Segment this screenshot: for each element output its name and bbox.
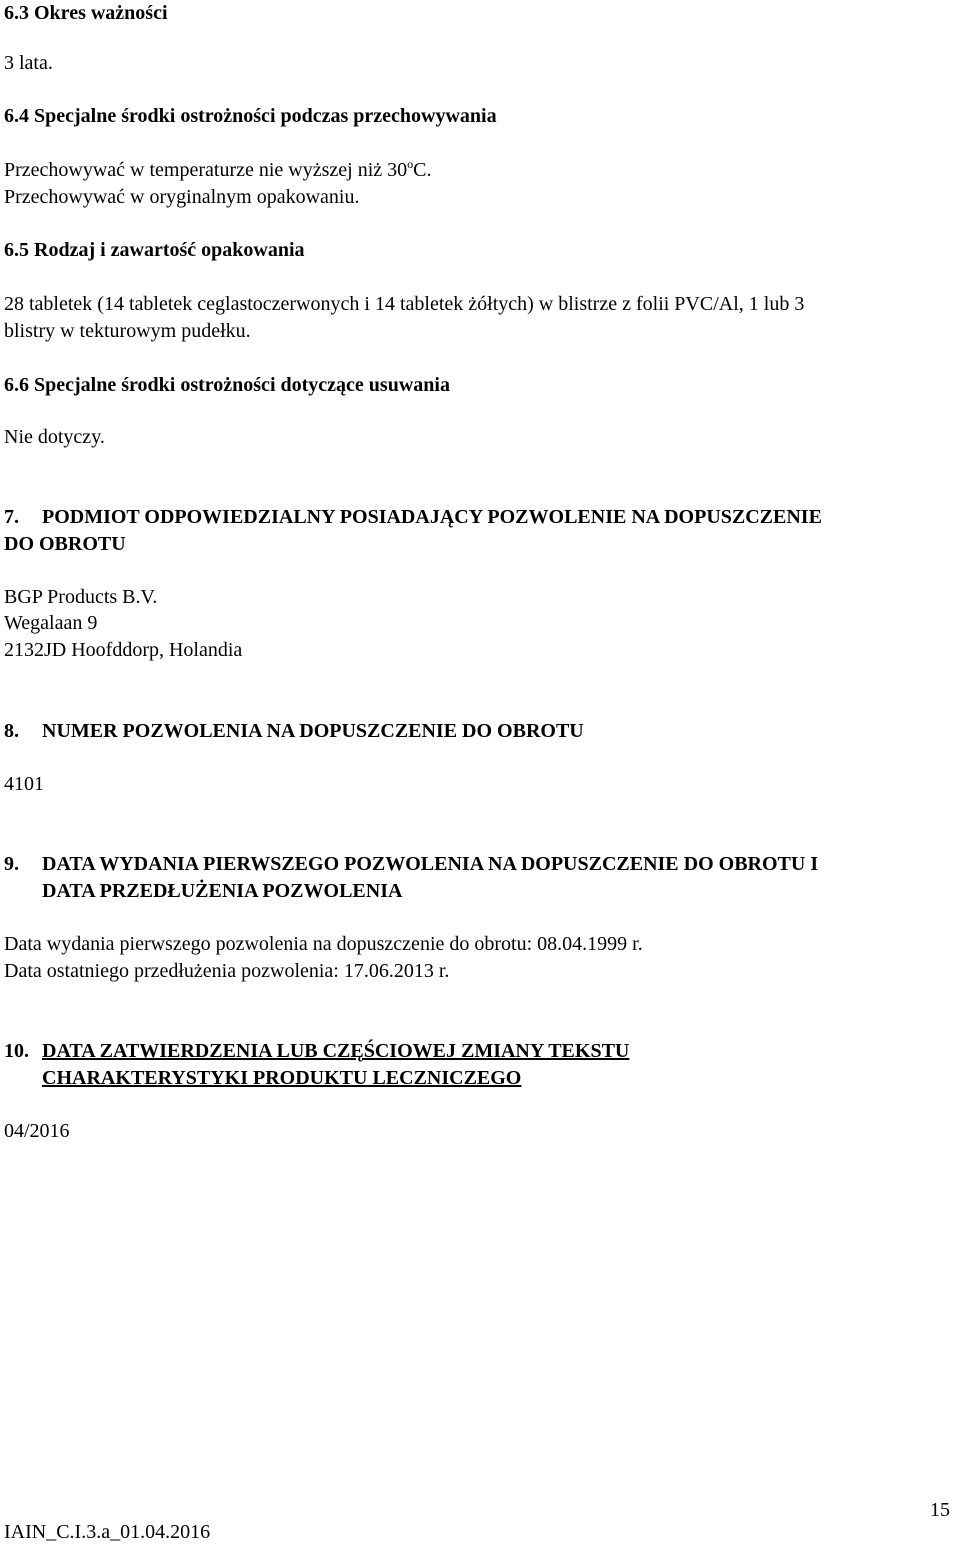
storage-temp-text: Przechowywać w temperaturze nie wyższej niż 30 (4, 159, 408, 181)
section-7-heading-line2: DO OBROTU (4, 533, 126, 555)
section-10-heading-line1: DATA ZATWIERDZENIA LUB CZĘŚCIOWEJ ZMIANY TEKSTU (42, 1040, 630, 1062)
section-8-heading: NUMER POZWOLENIA NA DOPUSZCZENIE DO OBROTU (42, 720, 584, 742)
authorisation-number: 4101 (4, 773, 44, 795)
degree-sup: o (407, 157, 414, 171)
section-9-heading-line1: DATA WYDANIA PIERWSZEGO POZWOLENIA NA DOPUSZCZENIE DO OBROTU I (42, 853, 819, 875)
first-authorisation-date: Data wydania pierwszego pozwolenia na dopuszczenie do obrotu: 08.04.1999 r. (4, 933, 643, 955)
section-9-number: 9. (4, 853, 19, 875)
section-6-6-heading: 6.6 Specjalne środki ostrożności dotyczące usuwania (4, 374, 450, 396)
section-7-number: 7. (4, 506, 19, 528)
section-6-3-heading: 6.3 Okres ważności (4, 2, 168, 24)
shelf-life-text: 3 lata. (4, 52, 53, 74)
package-contents-line2: blistry w tekturowym pudełku. (4, 320, 251, 342)
section-7-heading-line1: PODMIOT ODPOWIEDZIALNY POSIADAJĄCY POZWOLENIE NA DOPUSZCZENIE (42, 506, 822, 528)
revision-date: 04/2016 (4, 1120, 70, 1142)
page-number: 15 (930, 1499, 950, 1521)
package-contents-line1: 28 tabletek (14 tabletek ceglastoczerwonych i 14 tabletek żółtych) w blistrze z folii PVC/Al, 1 lub 3 (4, 293, 805, 315)
storage-temp-unit: C. (413, 159, 432, 181)
section-6-5-heading: 6.5 Rodzaj i zawartość opakowania (4, 239, 305, 261)
mah-street: Wegalaan 9 (4, 612, 98, 634)
document-code: IAIN_C.I.3.a_01.04.2016 (4, 1521, 211, 1543)
mah-city: 2132JD Hoofddorp, Holandia (4, 639, 243, 661)
mah-name: BGP Products B.V. (4, 586, 158, 608)
section-8-number: 8. (4, 720, 19, 742)
section-10-heading-line2: CHARAKTERYSTYKI PRODUKTU LECZNICZEGO (42, 1067, 522, 1089)
section-10-number: 10. (4, 1040, 29, 1062)
section-6-4-heading: 6.4 Specjalne środki ostrożności podczas przechowywania (4, 105, 497, 127)
renewal-date: Data ostatniego przedłużenia pozwolenia: 17.06.2013 r. (4, 960, 450, 982)
storage-packaging-line: Przechowywać w oryginalnym opakowaniu. (4, 186, 360, 208)
disposal-text: Nie dotyczy. (4, 426, 105, 448)
section-9-heading-line2: DATA PRZEDŁUŻENIA POZWOLENIA (42, 880, 403, 902)
storage-temperature-line (4, 157, 432, 184)
